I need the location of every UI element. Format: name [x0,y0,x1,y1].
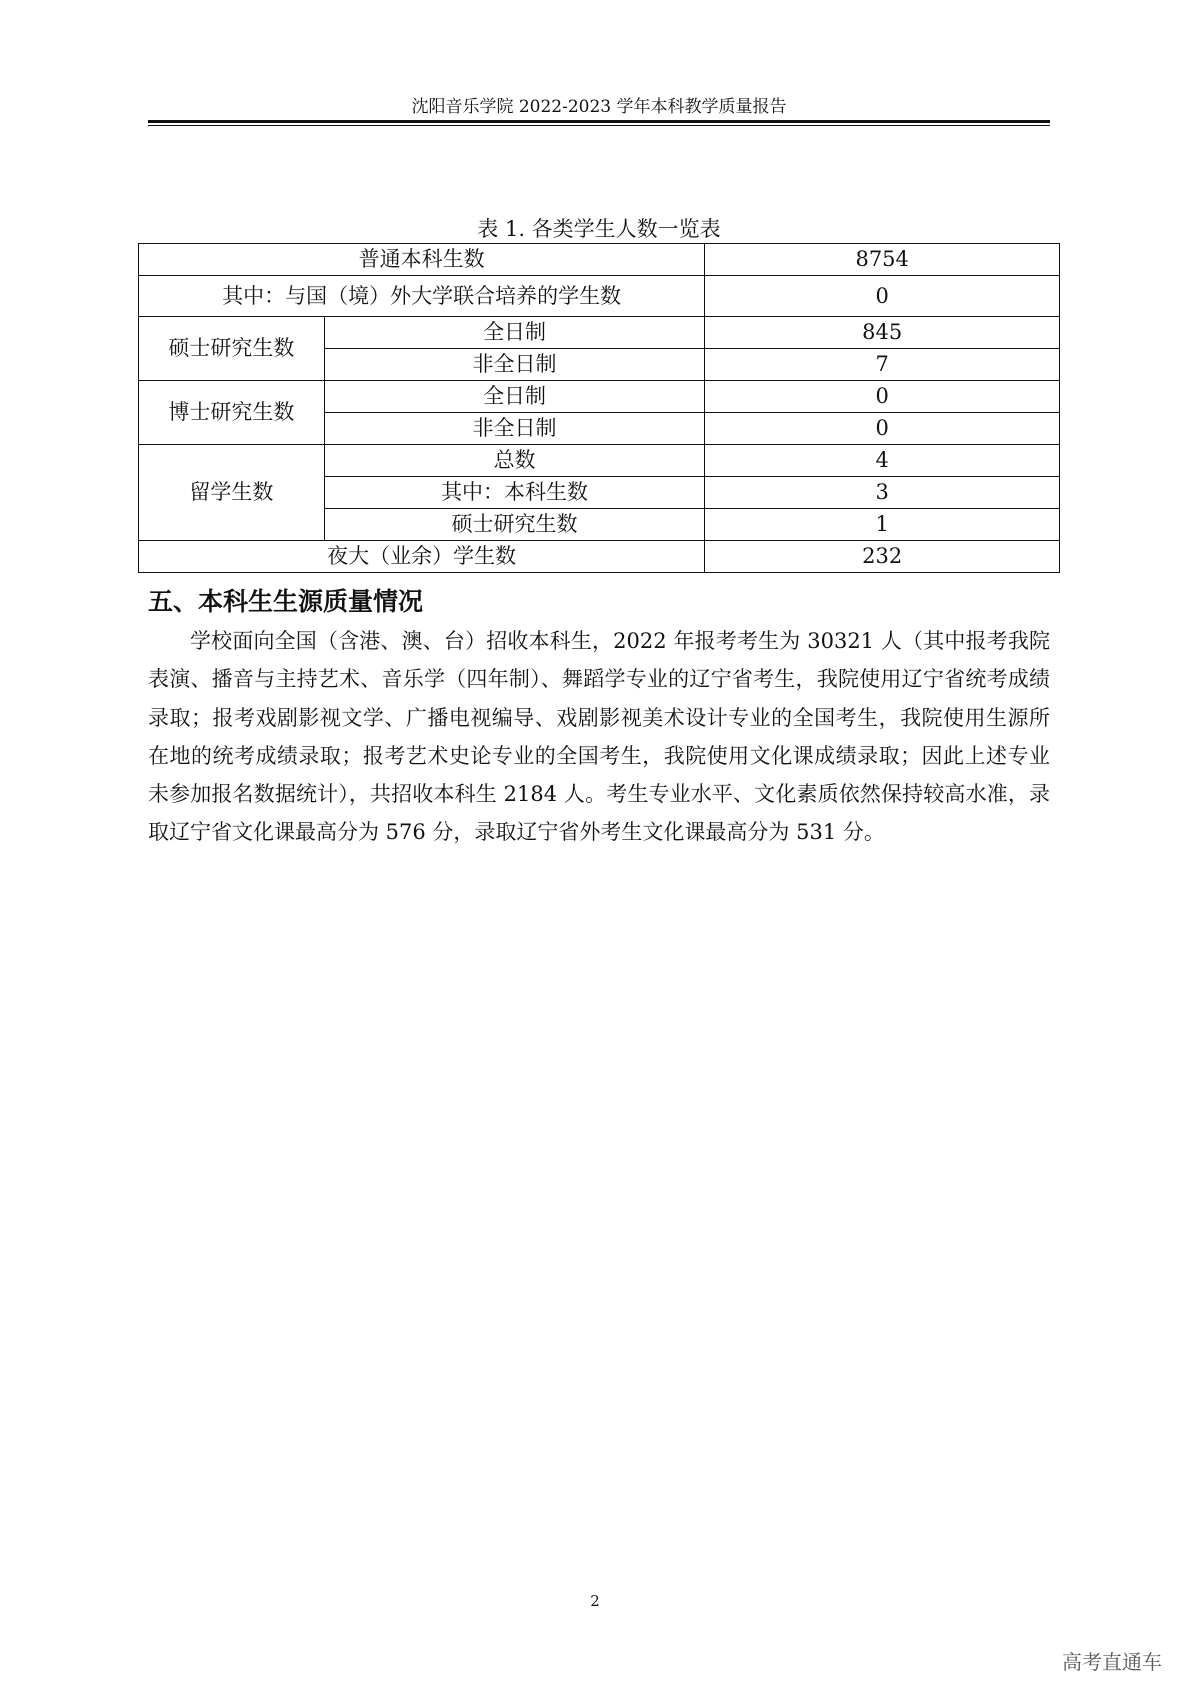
master-fulltime-value: 845 [705,317,1060,349]
joint-label: 其中：与国（境）外大学联合培养的学生数 [139,276,705,317]
table-caption: 表 1. 各类学生人数一览表 [477,217,721,241]
undergrad-label: 普通本科生数 [139,244,705,276]
intl-total-value: 4 [705,445,1060,477]
table-row [139,317,1060,349]
master-parttime-label: 非全日制 [324,349,705,381]
doctor-label: 博士研究生数 [139,381,325,445]
intl-undergrad-value: 3 [705,477,1060,509]
header-rule-thin [148,125,1050,126]
doctor-parttime-value: 0 [705,413,1060,445]
intl-label: 留学生数 [139,445,325,541]
table-row [139,244,1060,276]
table-row [139,276,1060,317]
table-row [139,541,1060,573]
table-row [139,381,1060,413]
table-row [139,445,1060,477]
doctor-parttime-label: 非全日制 [324,413,705,445]
master-parttime-value: 7 [705,349,1060,381]
doctor-fulltime-value: 0 [705,381,1060,413]
section-paragraph: 学校面向全国（含港、澳、台）招收本科生，2022 年报考考生为 30321 人（其中报考我院表演、播音与主持艺术、音乐学（四年制）、舞蹈学专业的辽宁省考生，我院使用辽宁省统考成绩录取；报考戏剧影视文学、广播电视编导、戏剧影视美术设计专业的全国考生，我院使用生源所在地的统考成绩录取；报考艺术史论专业的全国考生，我院使用文化课成绩录取；因此上述专业未参加报名数据统计），共招收本科生 2184 人。考生专业水平、文化素质依然保持较高水准，录取辽宁省文化课最高分为 576 分，录取辽宁省外考生文化课最高分为 531 分。 [148,629,1050,845]
master-fulltime-label: 全日制 [324,317,705,349]
page-header: 沈阳音乐学院 2022-2023 学年本科教学质量报告 [411,97,787,117]
intl-master-value: 1 [705,509,1060,541]
header-rule-thick [148,120,1050,123]
joint-value: 0 [705,276,1060,317]
intl-master-label: 硕士研究生数 [324,509,705,541]
doctor-fulltime-label: 全日制 [324,381,705,413]
undergrad-value: 8754 [705,244,1060,276]
student-count-table [138,243,1060,573]
section-title: 五、本科生生源质量情况 [148,587,424,616]
evening-label: 夜大（业余）学生数 [139,541,705,573]
master-label: 硕士研究生数 [139,317,325,381]
watermark: 高考直通车 [1062,1650,1162,1674]
evening-value: 232 [705,541,1060,573]
intl-total-label: 总数 [324,445,705,477]
page-number: 2 [590,1592,600,1610]
intl-undergrad-label: 其中：本科生数 [324,477,705,509]
